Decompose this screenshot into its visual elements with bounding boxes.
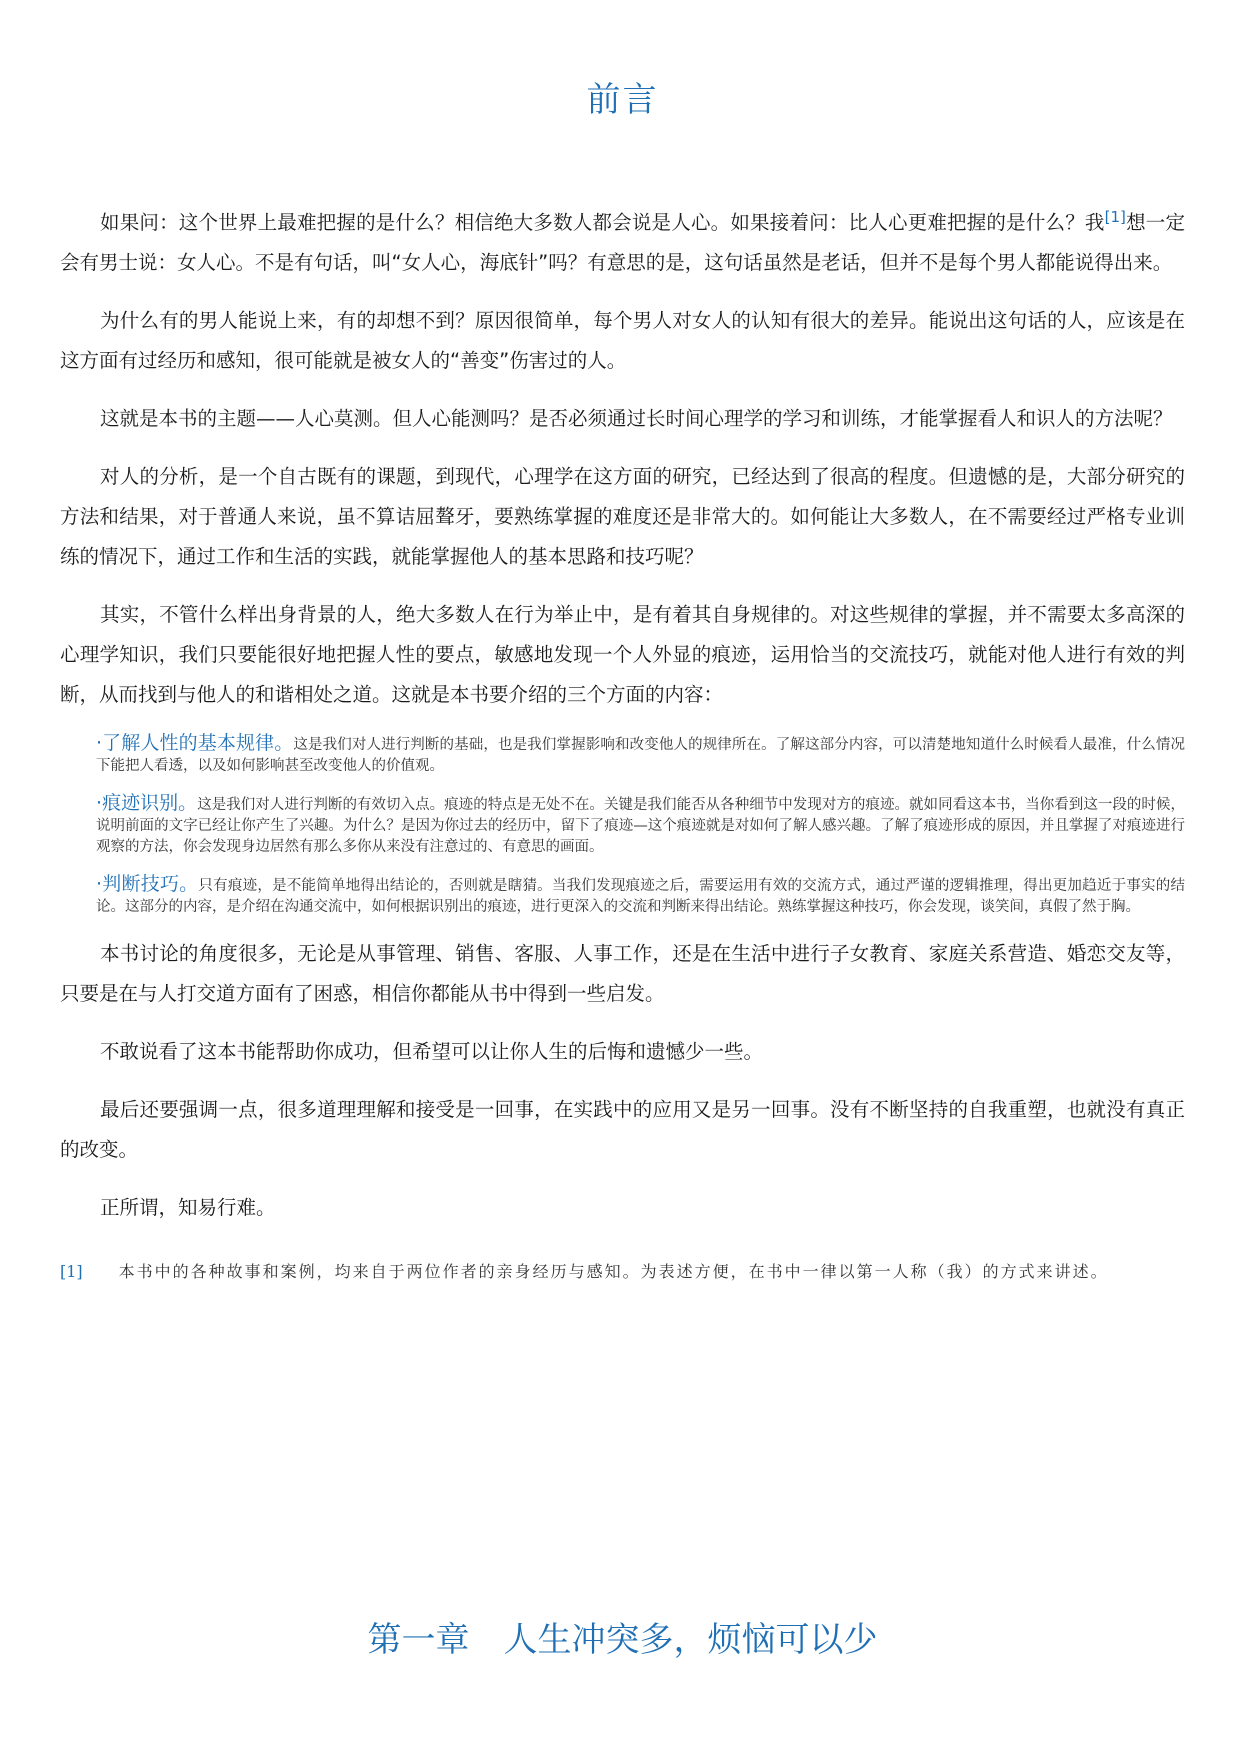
paragraph-1 bbox=[60, 203, 1185, 283]
paragraph-7: 不敢说看了这本书能帮助你成功，但希望可以让你人生的后悔和遗憾少一些。 bbox=[100, 1040, 764, 1063]
paragraph-3: 这就是本书的主题——人心莫测。但人心能测吗？是否必须通过长时间心理学的学习和训练，才能掌握看人和识人的方法呢？ bbox=[100, 407, 1173, 430]
footnote-reference-link[interactable]: [1] bbox=[1104, 208, 1126, 226]
bullet-item bbox=[96, 874, 1185, 918]
paragraph-2: 为什么有的男人能说上来，有的却想不到？原因很简单，每个男人对女人的认知有很大的差异。能说出这句话的人，应该是在这方面有过经历和感知，很可能就是被女人的“善变”伤害过的人。 bbox=[60, 309, 1185, 372]
preface-title: 前言 bbox=[586, 80, 659, 120]
paragraph-6: 本书讨论的角度很多，无论是从事管理、销售、客服、人事工作，还是在生活中进行子女教育、家庭关系营造、婚恋交友等，只要是在与人打交道方面有了困惑，相信你都能从书中得到一些启发。 bbox=[60, 942, 1185, 1005]
bullet-item bbox=[96, 733, 1185, 777]
paragraph-5: 其实，不管什么样出身背景的人，绝大多数人在行为举止中，是有着其自身规律的。对这些规律的掌握，并不需要太多高深的心理学知识，我们只要能很好地把握人性的要点，敏感地发现一个人外显的痕迹，运用恰当的交流技巧，就能对他人进行有效的判断，从而找到与他人的和谐相处之道。这就是本书要介绍的三个方面的内容： bbox=[60, 603, 1185, 706]
paragraph-1-text: 如果问：这个世界上最难把握的是什么？相信绝大多数人都会说是人心。如果接着问：比人心更难把握的是什么？我 bbox=[100, 211, 1105, 234]
footnote-text: 本书中的各种故事和案例，均来自于两位作者的亲身经历与感知。为表述方便，在书中一律以第一人称（我）的方式来讲述。 bbox=[118, 1262, 1109, 1281]
bullet-text: 这是我们对人进行判断的基础，也是我们掌握影响和改变他人的规律所在。了解这部分内容，可以清楚地知道什么时候看人最准，什么情况下能把人看透，以及如何影响甚至改变他人的价值观。 bbox=[96, 737, 1185, 774]
footnote bbox=[60, 1252, 1185, 1292]
bullet-item bbox=[96, 793, 1185, 858]
bullet-lead: ·痕迹识别。 bbox=[96, 792, 198, 814]
paragraph-9: 正所谓，知易行难。 bbox=[100, 1196, 276, 1219]
paragraph-1-continued: 想一定会有男士说：女人心。不是有句话，叫“女人心，海底针”吗？有意思的是，这句话虽然是老话，但并不是每个男人都能说得出来。 bbox=[60, 211, 1185, 274]
paragraph-4: 对人的分析，是一个自古既有的课题，到现代，心理学在这方面的研究，已经达到了很高的程度。但遗憾的是，大部分研究的方法和结果，对于普通人来说，虽不算诘屈聱牙，要熟练掌握的难度还是非常大的。如何能让大多数人，在不需要经过严格专业训练的情况下，通过工作和生活的实践，就能掌握他人的基本思路和技巧呢？ bbox=[60, 465, 1185, 568]
chapter-title: 第一章 人生冲突多，烦恼可以少 bbox=[367, 1620, 878, 1660]
bullet-list bbox=[60, 733, 1185, 918]
bullet-text: 这是我们对人进行判断的有效切入点。痕迹的特点是无处不在。关键是我们能否从各种细节中发现对方的痕迹。就如同看这本书，当你看到这一段的时候，说明前面的文字已经让你产生了兴趣。为什么？是因为你过去的经历中，留下了痕迹—这个痕迹就是对如何了解人感兴趣。了解了痕迹形成的原因，并且掌握了对痕迹进行观察的方法，你会发现身边居然有那么多你从来没有注意过的、有意思的画面。 bbox=[96, 797, 1185, 855]
footnote-backlink[interactable]: [1] bbox=[60, 1262, 83, 1281]
bullet-lead: ·了解人性的基本规律。 bbox=[96, 732, 294, 754]
bullet-text: 只有痕迹，是不能简单地得出结论的，否则就是瞎猜。当我们发现痕迹之后，需要运用有效的交流方式，通过严谨的逻辑推理，得出更加趋近于事实的结论。这部分的内容，是介绍在沟通交流中，如何根据识别出的痕迹，进行更深入的交流和判断来得出结论。熟练掌握这种技巧，你会发现，谈笑间，真假了然于胸。 bbox=[96, 878, 1185, 915]
preface-body bbox=[60, 203, 1185, 1292]
paragraph-8: 最后还要强调一点，很多道理理解和接受是一回事，在实践中的应用又是另一回事。没有不断坚持的自我重塑，也就没有真正的改变。 bbox=[60, 1098, 1185, 1161]
bullet-lead: ·判断技巧。 bbox=[96, 873, 199, 895]
